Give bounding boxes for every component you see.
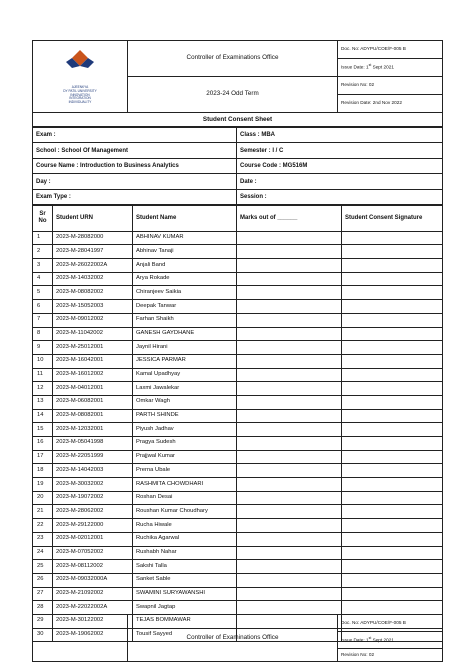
sr-no-cell: 1 xyxy=(33,231,53,245)
sr-no-cell: 29 xyxy=(33,614,53,628)
urn-cell: 2023-M-28041997 xyxy=(53,245,133,259)
table-row xyxy=(33,354,443,368)
urn-header: Student URN xyxy=(53,205,133,231)
table-row xyxy=(33,491,443,505)
signature-cell xyxy=(342,313,443,327)
sr-no-cell: 18 xyxy=(33,464,53,478)
sr-no-cell: 8 xyxy=(33,327,53,341)
name-cell: ABHINAV KUMAR xyxy=(133,231,237,245)
marks-cell xyxy=(237,300,342,314)
name-cell: Chiranjeev Saikia xyxy=(133,286,237,300)
sr-no-cell: 9 xyxy=(33,341,53,355)
signature-cell xyxy=(342,368,443,382)
table-row xyxy=(33,245,443,259)
sr-no-cell: 13 xyxy=(33,395,53,409)
sr-no-cell: 23 xyxy=(33,532,53,546)
signature-cell xyxy=(342,327,443,341)
marks-cell xyxy=(237,560,342,574)
issue-date-sup: st xyxy=(368,63,372,68)
marks-cell xyxy=(237,395,342,409)
name-cell: Pragya Sudesh xyxy=(133,437,237,451)
urn-cell: 2023-M-14032002 xyxy=(53,272,133,286)
document-header xyxy=(32,40,443,113)
urn-cell: 2023-M-11042002 xyxy=(53,327,133,341)
table-row xyxy=(33,423,443,437)
urn-cell: 2023-M-21092002 xyxy=(53,587,133,601)
table-row xyxy=(33,560,443,574)
urn-cell: 2023-M-28062002 xyxy=(53,505,133,519)
urn-cell: 2023-M-26022002A xyxy=(53,259,133,273)
name-cell: Farhan Shaikh xyxy=(133,313,237,327)
table-row xyxy=(33,546,443,560)
footer-issue-date xyxy=(338,632,443,649)
exam-label: Exam : xyxy=(33,127,237,143)
table-row xyxy=(33,573,443,587)
term-title: 2023-24 Odd Term xyxy=(128,77,338,113)
table-row xyxy=(33,259,443,273)
sr-header-line-1: Sr xyxy=(39,211,46,218)
school-label: School : School Of Management xyxy=(33,143,237,159)
marks-cell xyxy=(237,354,342,368)
signature-cell xyxy=(342,395,443,409)
urn-cell: 2023-M-28082000 xyxy=(53,231,133,245)
table-row xyxy=(33,587,443,601)
urn-cell: 2023-M-04012001 xyxy=(53,382,133,396)
table-row xyxy=(33,313,443,327)
signature-cell xyxy=(342,300,443,314)
table-row xyxy=(33,437,443,451)
name-cell: Laxmi Jawalekar xyxy=(133,382,237,396)
marks-cell xyxy=(237,313,342,327)
signature-cell xyxy=(342,231,443,245)
sr-no-cell: 14 xyxy=(33,409,53,423)
urn-cell: 2023-M-06082001 xyxy=(53,395,133,409)
signature-cell xyxy=(342,573,443,587)
sr-no-cell: 19 xyxy=(33,478,53,492)
table-row xyxy=(33,368,443,382)
table-row xyxy=(33,505,443,519)
name-cell: JESSICA PARMAR xyxy=(133,354,237,368)
day-label: Day : xyxy=(33,174,237,190)
footer-issue-date-suffix: Sept 2021 xyxy=(372,637,394,643)
revision-date: Revision Date: 2nd Nov 2022 xyxy=(338,95,443,113)
sr-no-cell: 11 xyxy=(33,368,53,382)
marks-cell xyxy=(237,272,342,286)
urn-cell: 2023-M-19072002 xyxy=(53,491,133,505)
sr-no-cell: 21 xyxy=(33,505,53,519)
urn-cell: 2023-M-22051999 xyxy=(53,450,133,464)
sr-header-line-2: No xyxy=(38,218,47,225)
sr-no-cell: 28 xyxy=(33,601,53,615)
sr-no-cell: 10 xyxy=(33,354,53,368)
name-cell: Arya Rokade xyxy=(133,272,237,286)
sr-no-cell: 2 xyxy=(33,245,53,259)
urn-cell: 2023-M-22022002A xyxy=(53,601,133,615)
signature-cell xyxy=(342,409,443,423)
name-header: Student Name xyxy=(133,205,237,231)
name-cell: Omkar Wagh xyxy=(133,395,237,409)
name-cell: Anjali Band xyxy=(133,259,237,273)
student-rows xyxy=(33,231,443,642)
issue-date xyxy=(338,59,443,77)
marks-cell xyxy=(237,286,342,300)
name-cell: Abhinav Tanaji xyxy=(133,245,237,259)
signature-cell xyxy=(342,505,443,519)
footer-doc-number: Doc. No: ADYPU/COE/F-005 B xyxy=(338,615,443,632)
marks-cell xyxy=(237,245,342,259)
marks-cell xyxy=(237,546,342,560)
name-cell: Swapnil Jagtap xyxy=(133,601,237,615)
name-cell: Piyush Jadhav xyxy=(133,423,237,437)
urn-cell: 2023-M-30032002 xyxy=(53,478,133,492)
marks-cell xyxy=(237,491,342,505)
course-name-label: Course Name : Introduction to Business Analytics xyxy=(33,158,237,174)
university-logo-icon xyxy=(58,48,102,84)
name-cell: GANESH GAYDHANE xyxy=(133,327,237,341)
signature-cell xyxy=(342,587,443,601)
marks-cell xyxy=(237,327,342,341)
table-row xyxy=(33,327,443,341)
document-footer xyxy=(32,614,442,662)
university-logo-cell xyxy=(33,41,128,113)
urn-cell: 2023-M-19062002 xyxy=(53,628,133,642)
exam-type-label: Exam Type : xyxy=(33,189,237,205)
footer-table xyxy=(32,614,443,662)
table-row xyxy=(33,409,443,423)
urn-cell: 2023-M-08082001 xyxy=(53,409,133,423)
sr-no-cell: 7 xyxy=(33,313,53,327)
table-row xyxy=(33,519,443,533)
urn-cell: 2023-M-05041998 xyxy=(53,437,133,451)
marks-cell xyxy=(237,478,342,492)
revision-number: Revision No: 02 xyxy=(338,77,443,95)
consent-table xyxy=(32,112,443,127)
date-label: Date : xyxy=(237,174,443,190)
urn-cell: 2023-M-02012001 xyxy=(53,532,133,546)
marks-cell xyxy=(237,423,342,437)
signature-cell xyxy=(342,450,443,464)
name-cell: Deepak Tanwar xyxy=(133,300,237,314)
table-row xyxy=(33,395,443,409)
marks-cell xyxy=(237,601,342,615)
marks-cell xyxy=(237,231,342,245)
urn-cell: 2023-M-07052002 xyxy=(53,546,133,560)
signature-cell xyxy=(342,601,443,615)
table-row xyxy=(33,464,443,478)
marks-cell xyxy=(237,259,342,273)
marks-cell xyxy=(237,437,342,451)
issue-date-suffix: Sept 2021 xyxy=(372,64,394,70)
table-row xyxy=(33,450,443,464)
marks-cell xyxy=(237,450,342,464)
table-row xyxy=(33,341,443,355)
name-cell: Tousif Sayyed xyxy=(133,628,237,642)
signature-cell xyxy=(342,286,443,300)
footer-issue-date-prefix: Issue Date: 1 xyxy=(341,637,369,643)
signature-cell xyxy=(342,245,443,259)
sr-no-cell: 4 xyxy=(33,272,53,286)
signature-cell xyxy=(342,423,443,437)
sr-no-cell: 5 xyxy=(33,286,53,300)
signature-cell xyxy=(342,519,443,533)
urn-cell: 2023-M-30122002 xyxy=(53,614,133,628)
table-row xyxy=(33,382,443,396)
sr-no-cell: 24 xyxy=(33,546,53,560)
sr-no-cell: 22 xyxy=(33,519,53,533)
urn-cell: 2023-M-12032001 xyxy=(53,423,133,437)
consent-sheet xyxy=(32,40,442,642)
name-cell: Prerna Ubale xyxy=(133,464,237,478)
urn-cell: 2023-M-15052003 xyxy=(53,300,133,314)
doc-number: Doc. No: ADYPU/COE/F-005 B xyxy=(338,41,443,59)
course-code-label: Course Code : MG516M xyxy=(237,158,443,174)
table-row xyxy=(33,300,443,314)
sr-no-cell: 6 xyxy=(33,300,53,314)
signature-cell xyxy=(342,532,443,546)
sr-no-cell: 15 xyxy=(33,423,53,437)
urn-cell: 2023-M-25012001 xyxy=(53,341,133,355)
sr-no-header xyxy=(33,205,53,231)
signature-cell xyxy=(342,272,443,286)
signature-cell xyxy=(342,560,443,574)
sr-no-cell: 26 xyxy=(33,573,53,587)
footer-revision-number: Revision No: 02 xyxy=(338,649,443,662)
marks-cell xyxy=(237,587,342,601)
signature-cell xyxy=(342,437,443,451)
sr-no-cell: 3 xyxy=(33,259,53,273)
name-cell: Rushabh Nahar xyxy=(133,546,237,560)
sr-no-cell: 12 xyxy=(33,382,53,396)
office-title: Controller of Examinations Office xyxy=(128,41,338,77)
urn-cell: 2023-M-09032000A xyxy=(53,573,133,587)
info-table xyxy=(32,127,443,206)
issue-date-prefix: Issue Date: 1 xyxy=(341,64,369,70)
signature-cell xyxy=(342,491,443,505)
table-row xyxy=(33,478,443,492)
student-table xyxy=(32,205,443,643)
marks-cell xyxy=(237,505,342,519)
sr-no-cell: 30 xyxy=(33,628,53,642)
urn-cell: 2023-M-29122000 xyxy=(53,519,133,533)
class-label: Class : MBA xyxy=(237,127,443,143)
name-cell: SWAMINI SURYAWANSHI xyxy=(133,587,237,601)
marks-cell xyxy=(237,464,342,478)
signature-cell xyxy=(342,546,443,560)
sr-no-cell: 25 xyxy=(33,560,53,574)
signature-cell xyxy=(342,464,443,478)
name-cell: Prajjwal Kumar xyxy=(133,450,237,464)
table-row xyxy=(33,272,443,286)
signature-cell xyxy=(342,354,443,368)
session-label: Session : xyxy=(237,189,443,205)
marks-cell xyxy=(237,573,342,587)
urn-cell: 2023-M-14042003 xyxy=(53,464,133,478)
table-row xyxy=(33,231,443,245)
sr-no-cell: 20 xyxy=(33,491,53,505)
logo-line-2: DY PATIL UNIVERSITY xyxy=(63,88,97,93)
logo-line-3: INNOVATION xyxy=(70,92,90,97)
name-cell: RASHMITA CHOWDHARI xyxy=(133,478,237,492)
logo-line-1: AJEENKYA xyxy=(71,84,89,89)
urn-cell: 2023-M-08112002 xyxy=(53,560,133,574)
marks-cell xyxy=(237,519,342,533)
urn-cell: 2023-M-09012002 xyxy=(53,313,133,327)
signature-cell xyxy=(342,382,443,396)
semester-label: Semester : I / C xyxy=(237,143,443,159)
sheet-title: Student Consent Sheet xyxy=(33,113,443,127)
table-row xyxy=(33,532,443,546)
name-cell: Sakshi Talla xyxy=(133,560,237,574)
footer-issue-date-sup: st xyxy=(368,635,372,640)
table-row xyxy=(33,286,443,300)
signature-header: Student Consent Signature xyxy=(342,205,443,231)
logo-line-5: INDIVIDUALITY xyxy=(68,100,92,105)
signature-cell xyxy=(342,259,443,273)
marks-header: Marks out of ______ xyxy=(237,205,342,231)
signature-cell xyxy=(342,341,443,355)
table-row xyxy=(33,601,443,615)
footer-office-title: Controller of Examinations Office xyxy=(128,615,338,662)
logo-line-4: INTEGRATION xyxy=(69,96,91,101)
urn-cell: 2023-M-16042001 xyxy=(53,354,133,368)
sr-no-cell: 27 xyxy=(33,587,53,601)
name-cell: Jaynil Hirani xyxy=(133,341,237,355)
urn-cell: 2023-M-16012002 xyxy=(53,368,133,382)
marks-cell xyxy=(237,409,342,423)
sr-no-cell: 16 xyxy=(33,437,53,451)
signature-cell xyxy=(342,478,443,492)
urn-cell: 2023-M-08082002 xyxy=(53,286,133,300)
name-cell: PARTH SHINDE xyxy=(133,409,237,423)
name-cell: Sanket Sable xyxy=(133,573,237,587)
name-cell: Roshan Desai xyxy=(133,491,237,505)
footer-logo-cell xyxy=(33,615,128,662)
name-cell: Rucha Hiwale xyxy=(133,519,237,533)
sr-no-cell: 17 xyxy=(33,450,53,464)
name-cell: Kamal Upadhyay xyxy=(133,368,237,382)
marks-cell xyxy=(237,532,342,546)
name-cell: TEJAS BOMMAWAR xyxy=(133,614,237,628)
marks-cell xyxy=(237,368,342,382)
name-cell: Ruchika Agarwal xyxy=(133,532,237,546)
name-cell: Roushan Kumar Choudhary xyxy=(133,505,237,519)
marks-cell xyxy=(237,382,342,396)
marks-cell xyxy=(237,341,342,355)
